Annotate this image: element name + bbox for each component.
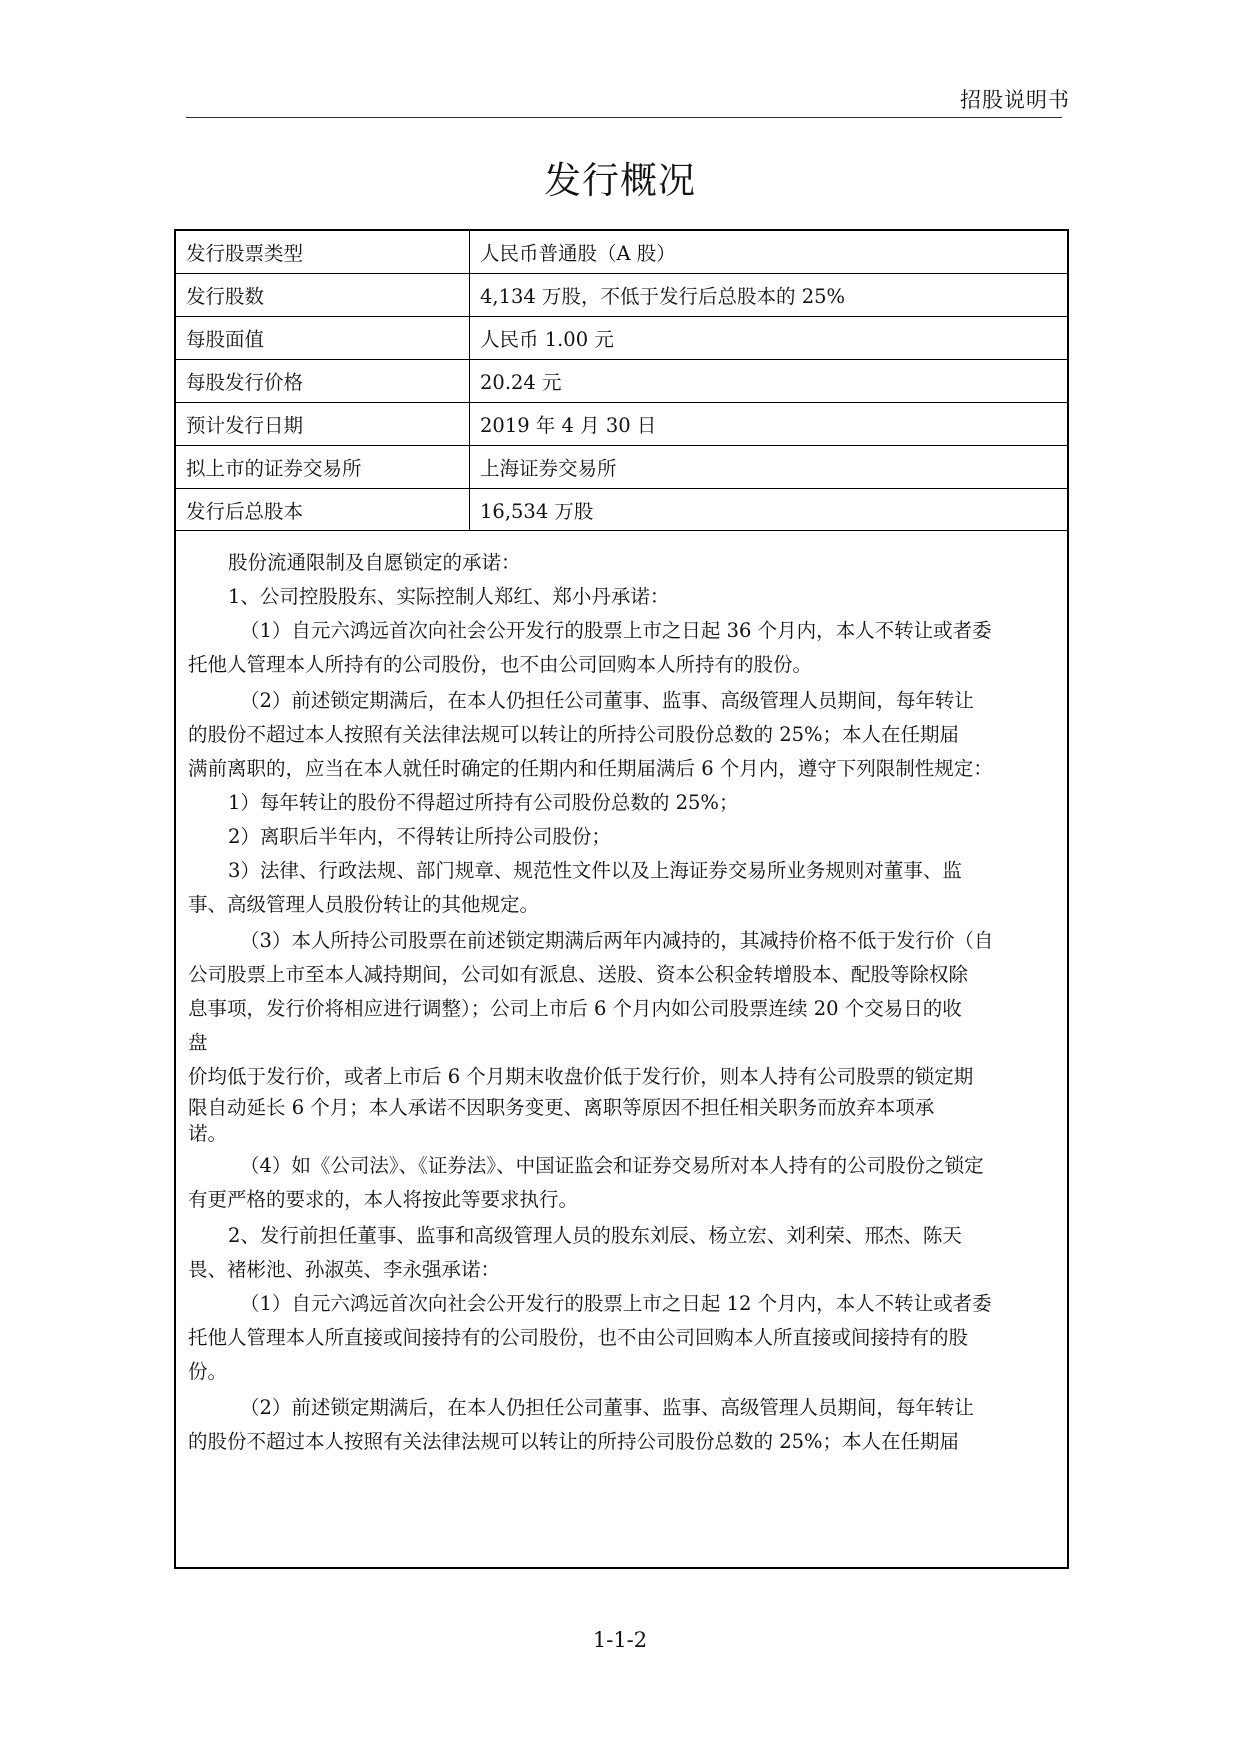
- row-value: 16,534 万股: [470, 489, 1068, 531]
- lockup-commitments-text: [188, 546, 1060, 1459]
- paragraph-line: （1）自元六鸿远首次向社会公开发行的股票上市之日起 36 个月内，本人不转让或者委: [240, 619, 992, 642]
- row-value: 4,134 万股，不低于发行后总股本的 25%: [470, 274, 1068, 317]
- paragraph-line: 诺。: [188, 1122, 228, 1145]
- paragraph-line: 的股份不超过本人按照有关法律法规可以转让的所持公司股份总数的 25%；本人在任期届: [188, 723, 960, 746]
- paragraph-line: 价均低于发行价，或者上市后 6 个月期末收盘价低于发行价，则本人持有公司股票的锁定期: [188, 1065, 974, 1088]
- row-value: 人民币 1.00 元: [470, 317, 1068, 360]
- table-row: [176, 274, 1067, 317]
- document-type-label: 招股说明书: [960, 88, 1070, 112]
- table-row: [176, 403, 1067, 446]
- row-label: 每股发行价格: [176, 360, 470, 403]
- paragraph-line: 盘: [188, 1031, 208, 1054]
- commitments-intro: 股份流通限制及自愿锁定的承诺：: [228, 551, 521, 574]
- paragraph-line: 公司股票上市至本人减持期间，公司如有派息、送股、资本公积金转增股本、配股等除权除: [188, 963, 969, 986]
- table-row: [176, 231, 1067, 274]
- table-row: [176, 446, 1067, 489]
- paragraph-line: 满前离职的，应当在本人就任时确定的任期内和任期届满后 6 个月内，遵守下列限制性规定：: [188, 757, 993, 780]
- row-value: 2019 年 4 月 30 日: [470, 403, 1068, 446]
- paragraph-line: 事、高级管理人员股份转让的其他规定。: [188, 893, 540, 916]
- paragraph-line: 份。: [188, 1360, 228, 1383]
- paragraph-line: （4）如《公司法》、《证券法》、中国证监会和证券交易所对本人持有的公司股份之锁定: [240, 1154, 984, 1177]
- table-row: [176, 317, 1067, 360]
- row-label: 发行后总股本: [176, 489, 470, 531]
- issuance-overview-frame: [174, 229, 1069, 1569]
- paragraph-line: 托他人管理本人所直接或间接持有的公司股份，也不由公司回购本人所直接或间接持有的股: [188, 1326, 969, 1349]
- row-value: 人民币普通股（A 股）: [470, 231, 1068, 274]
- restriction-item: 3）法律、行政法规、部门规章、规范性文件以及上海证券交易所业务规则对董事、监: [228, 859, 962, 882]
- paragraph-line: 畏、褚彬池、孙淑英、李永强承诺：: [188, 1258, 501, 1281]
- paragraph-line: 息事项，发行价将相应进行调整）；公司上市后 6 个月内如公司股票连续 20 个交易日的收: [188, 997, 962, 1020]
- paragraph-line: （2）前述锁定期满后，在本人仍担任公司董事、监事、高级管理人员期间，每年转让: [240, 689, 974, 712]
- row-label: 拟上市的证券交易所: [176, 446, 470, 489]
- row-label: 每股面值: [176, 317, 470, 360]
- row-label: 发行股票类型: [176, 231, 470, 274]
- header-divider: [186, 117, 1062, 118]
- paragraph-line: 的股份不超过本人按照有关法律法规可以转让的所持公司股份总数的 25%；本人在任期届: [188, 1430, 960, 1453]
- row-value: 20.24 元: [470, 360, 1068, 403]
- paragraph-line: （3）本人所持公司股票在前述锁定期满后两年内减持的，其减持价格不低于发行价（自: [240, 929, 994, 952]
- table-row: [176, 360, 1067, 403]
- paragraph-line: （2）前述锁定期满后，在本人仍担任公司董事、监事、高级管理人员期间，每年转让: [240, 1396, 974, 1419]
- section-2-heading: 2、发行前担任董事、监事和高级管理人员的股东刘辰、杨立宏、刘利荣、邢杰、陈天: [228, 1224, 962, 1247]
- paragraph-line: （1）自元六鸿远首次向社会公开发行的股票上市之日起 12 个月内，本人不转让或者委: [240, 1292, 992, 1315]
- page-title: 发行概况: [544, 159, 696, 202]
- restriction-item: 2）离职后半年内，不得转让所持公司股份；: [228, 825, 611, 848]
- row-label: 发行股数: [176, 274, 470, 317]
- paragraph-line: 限自动延长 6 个月；本人承诺不因职务变更、离职等原因不担任相关职务而放弃本项承: [188, 1096, 935, 1119]
- row-label: 预计发行日期: [176, 403, 470, 446]
- page-number: 1-1-2: [592, 1628, 648, 1652]
- row-value: 上海证券交易所: [470, 446, 1068, 489]
- issuance-info-table: [176, 231, 1067, 531]
- paragraph-line: 托他人管理本人所持有的公司股份，也不由公司回购本人所持有的股份。: [188, 653, 813, 676]
- paragraph-line: 有更严格的要求的，本人将按此等要求执行。: [188, 1188, 579, 1211]
- table-row: [176, 489, 1067, 531]
- section-1-heading: 1、公司控股股东、实际控制人郑红、郑小丹承诺：: [228, 585, 670, 608]
- restriction-item: 1）每年转让的股份不得超过所持有公司股份总数的 25%；: [228, 791, 739, 814]
